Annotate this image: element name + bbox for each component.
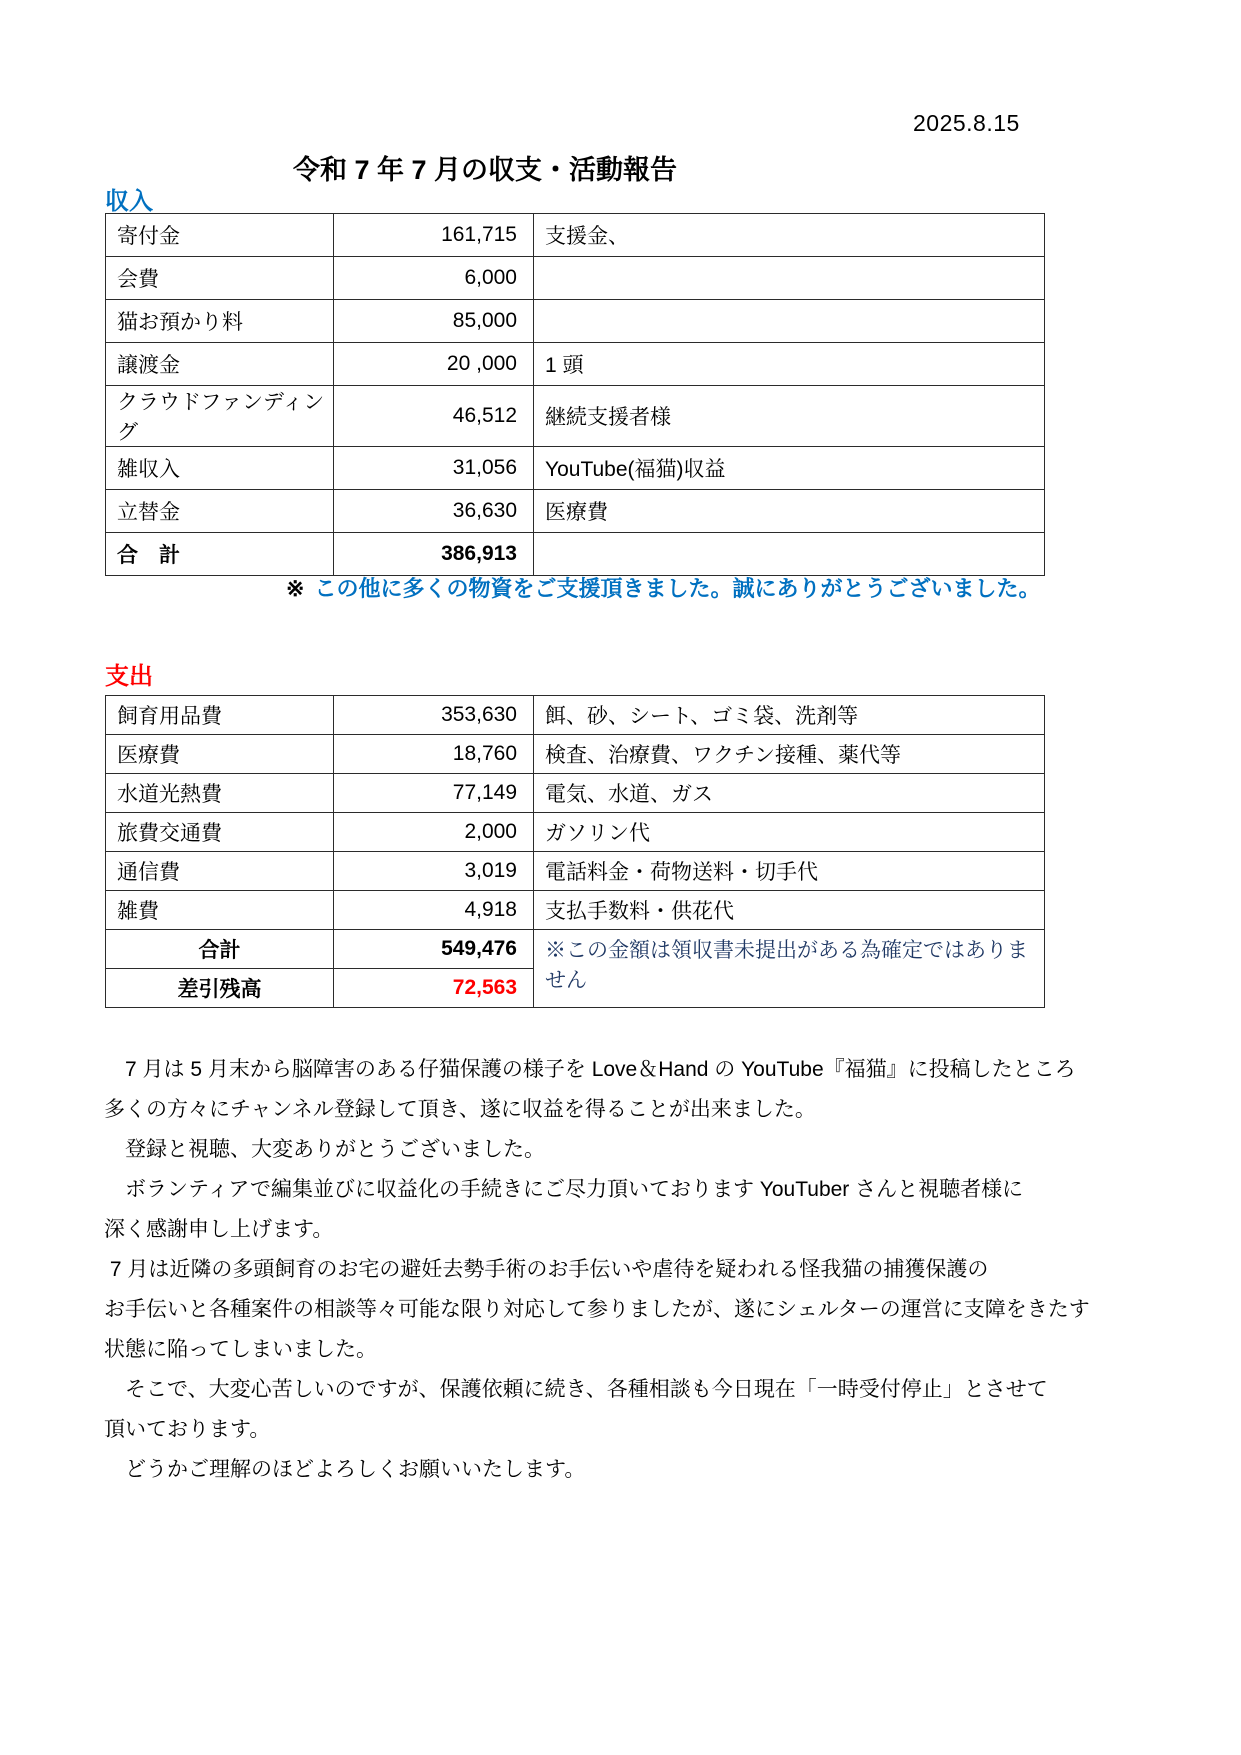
expense-table-row [106,774,1045,813]
income-total-label: 合 計 [106,533,334,576]
body-line: お手伝いと各種案件の相談等々可能な限り対応して参りましたが、遂にシェルターの運営に支障をきたす [104,1298,1090,1321]
income-item-note: YouTube(福猫)収益 [534,447,1045,490]
income-item-amount: 20 ,000 [334,343,534,386]
income-table-row [106,300,1045,343]
expense-item-amount: 353,630 [334,696,534,735]
income-item-amount: 46,512 [334,386,534,447]
body-line: 多くの方々にチャンネル登録して頂き、遂に収益を得ることが出来ました。 [104,1098,816,1121]
body-line: 頂いております。 [104,1418,271,1441]
income-item-note: 支援金、 [534,214,1045,257]
expense-item-amount: 77,149 [334,774,534,813]
expense-item-amount: 2,000 [334,813,534,852]
expense-item-note: 電話料金・荷物送料・切手代 [534,852,1045,891]
income-item-note [534,300,1045,343]
expense-item-label: 旅費交通費 [106,813,334,852]
body-line: そこで、大変心苦しいのですが、保護依頼に続き、各種相談も今日現在「一時受付停止」とさせて [104,1378,1048,1401]
body-line: 状態に陥ってしまいました。 [104,1338,377,1361]
balance-label: 差引残高 [106,969,334,1008]
income-item-amount: 161,715 [334,214,534,257]
income-item-amount: 31,056 [334,447,534,490]
expense-item-note: 餌、砂、シート、ゴミ袋、洗剤等 [534,696,1045,735]
page-title: 令和 7 年 7 月の収支・活動報告 [292,155,678,185]
income-item-note: 医療費 [534,490,1045,533]
expense-table-row [106,735,1045,774]
income-item-label: 譲渡金 [106,343,334,386]
income-item-amount: 6,000 [334,257,534,300]
report-date: 2025.8.15 [913,110,1020,136]
income-item-label: 雑収入 [106,447,334,490]
expense-table-row [106,891,1045,930]
body-line: 7 月は 5 月末から脳障害のある仔猫保護の様子を Love＆Hand の YouTube『福猫』に投稿したところ [104,1058,1076,1081]
body-line: 登録と視聴、大変ありがとうございました。 [104,1138,545,1161]
expense-item-note: ガソリン代 [534,813,1045,852]
expense-section-label: 支出 [105,663,153,690]
expense-table-row [106,852,1045,891]
income-table-row [106,386,1045,447]
income-item-label: 会費 [106,257,334,300]
income-item-note: 1 頭 [534,343,1045,386]
body-line: 7 月は近隣の多頭飼育のお宅の避妊去勢手術のお手伝いや虐待を疑われる怪我猫の捕獲保護の [104,1258,989,1281]
expense-total-label: 合計 [106,930,334,969]
expense-total-row [106,930,1045,969]
body-line: どうかご理解のほどよろしくお願いいたします。 [104,1458,586,1481]
income-total-amount: 386,913 [334,533,534,576]
body-line: 深く感謝申し上げます。 [104,1218,334,1241]
income-item-label: 立替金 [106,490,334,533]
balance-disclaimer-note: ※この金額は領収書未提出がある為確定ではありません [534,930,1045,1008]
expense-table-row [106,813,1045,852]
expense-table [105,695,1045,1008]
income-total-note [534,533,1045,576]
expense-item-note: 電気、水道、ガス [534,774,1045,813]
activity-report-body [104,1050,1179,1490]
income-item-label: クラウドファンディング [106,386,334,447]
expense-item-label: 水道光熱費 [106,774,334,813]
income-table-row [106,447,1045,490]
expense-total-amount: 549,476 [334,930,534,969]
income-table-row [106,490,1045,533]
income-total-row [106,533,1045,576]
body-line: ボランティアで編集並びに収益化の手続きにご尽力頂いております YouTuber さんと視聴者様に [104,1178,1024,1201]
expense-item-amount: 4,918 [334,891,534,930]
expense-item-amount: 18,760 [334,735,534,774]
balance-amount: 72,563 [334,969,534,1008]
income-item-amount: 36,630 [334,490,534,533]
expense-table-row [106,696,1045,735]
expense-item-label: 医療費 [106,735,334,774]
expense-item-label: 飼育用品費 [106,696,334,735]
income-table-row [106,214,1045,257]
income-item-note [534,257,1045,300]
income-item-note: 継続支援者様 [534,386,1045,447]
income-table-row [106,343,1045,386]
expense-item-note: 支払手数料・供花代 [534,891,1045,930]
income-table-row [106,257,1045,300]
income-table [105,213,1045,576]
income-item-label: 猫お預かり料 [106,300,334,343]
note-asterisk-mark: ※ [286,576,305,601]
income-item-amount: 85,000 [334,300,534,343]
income-thanks-note [286,572,1040,603]
expense-item-label: 雑費 [106,891,334,930]
income-section-label: 収入 [105,188,153,215]
expense-item-amount: 3,019 [334,852,534,891]
expense-item-note: 検査、治療費、ワクチン接種、薬代等 [534,735,1045,774]
expense-item-label: 通信費 [106,852,334,891]
income-item-label: 寄付金 [106,214,334,257]
note-text: この他に多くの物資をご支援頂きました。誠にありがとうございました。 [314,576,1041,601]
